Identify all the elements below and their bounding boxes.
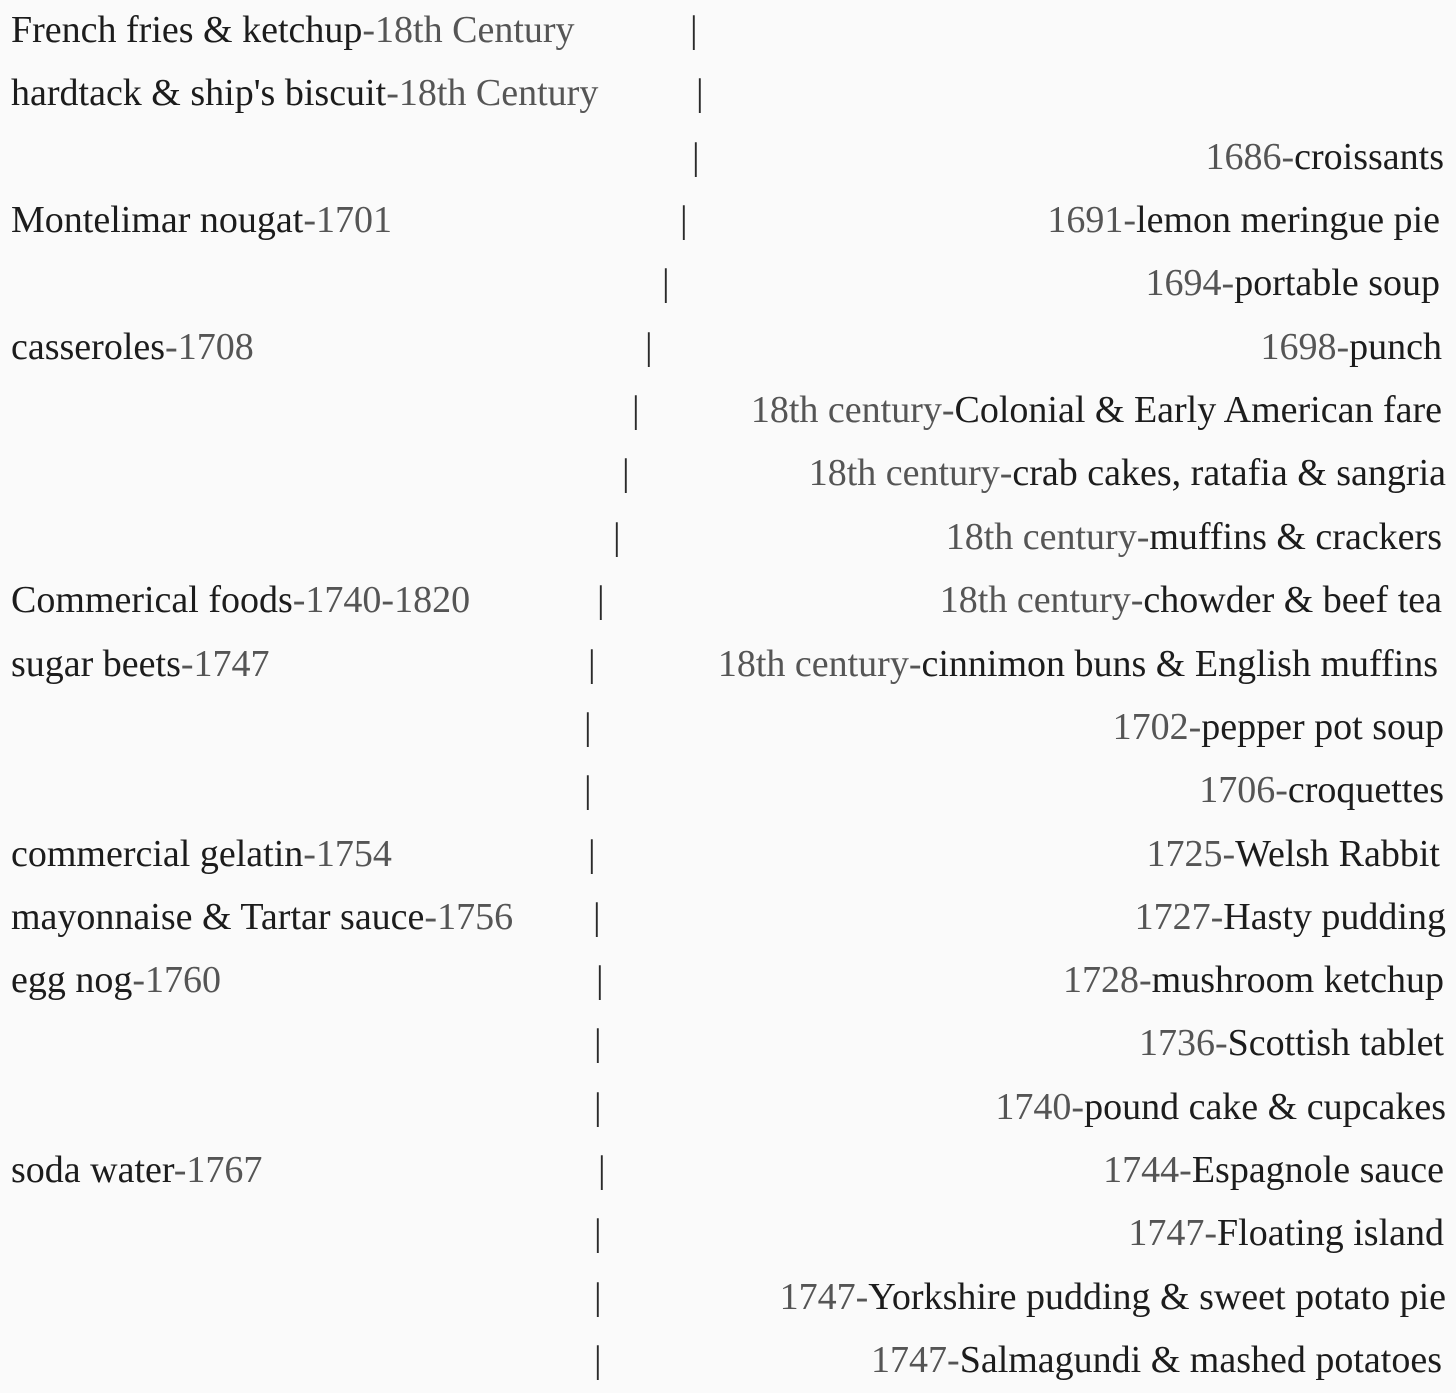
- left-entry-year: -1747: [180, 643, 270, 685]
- timeline-row: [0, 0, 1456, 60]
- right-entry-year: 1706-: [1199, 769, 1288, 811]
- right-entry-year: 18th century-: [717, 643, 922, 685]
- right-entry-year: 1691-: [1047, 199, 1137, 241]
- timeline-row: [0, 1267, 1456, 1327]
- right-entry-year: 1702-: [1112, 706, 1202, 748]
- left-entry: [11, 887, 513, 947]
- timeline-divider: |: [645, 326, 653, 368]
- right-entry-year: 1740-: [995, 1086, 1085, 1128]
- right-entry-label: Yorkshire pudding & sweet potato pie: [868, 1276, 1446, 1318]
- right-entry-year: 1736-: [1138, 1022, 1228, 1064]
- right-entry: [1063, 950, 1444, 1010]
- timeline-divider: |: [596, 959, 604, 1001]
- right-entry-label: punch: [1349, 326, 1442, 368]
- right-entry: [1128, 1203, 1444, 1263]
- timeline-divider: |: [593, 896, 601, 938]
- left-entry: [11, 1140, 262, 1200]
- right-entry: [940, 570, 1442, 630]
- left-entry-year: -1754: [303, 833, 392, 875]
- timeline-divider: |: [680, 199, 688, 241]
- right-entry-label: muffins & crackers: [1149, 516, 1442, 558]
- timeline-row: [0, 127, 1456, 187]
- timeline-divider: |: [692, 136, 700, 178]
- left-entry: [11, 317, 254, 377]
- timeline-row: [0, 443, 1456, 503]
- timeline-row: [0, 950, 1456, 1010]
- left-entry-label: sugar beets: [11, 643, 181, 685]
- right-entry-year: 1698-: [1260, 326, 1350, 368]
- right-entry: [1139, 1013, 1444, 1073]
- left-entry-year: -1740-1820: [292, 579, 471, 621]
- timeline-divider: |: [622, 452, 630, 494]
- timeline-divider: |: [598, 1149, 606, 1191]
- timeline-divider: |: [594, 1339, 602, 1381]
- left-entry-label: mayonnaise & Tartar sauce: [11, 896, 425, 938]
- right-entry: [871, 1330, 1442, 1390]
- left-entry-year: -18th Century: [386, 72, 599, 114]
- right-entry-label: mushroom ketchup: [1151, 959, 1444, 1001]
- timeline-divider: |: [662, 262, 670, 304]
- right-entry-label: croissants: [1294, 136, 1444, 178]
- timeline-divider: |: [594, 1022, 602, 1064]
- left-entry-label: hardtack & ship's biscuit: [11, 72, 387, 114]
- left-entry-label: casseroles: [11, 326, 166, 368]
- left-entry: [11, 190, 392, 250]
- right-entry-label: pepper pot soup: [1201, 706, 1444, 748]
- right-entry-label: Hasty pudding: [1223, 896, 1446, 938]
- timeline-divider: |: [588, 643, 596, 685]
- right-entry-label: Scottish tablet: [1227, 1022, 1444, 1064]
- left-entry-label: egg nog: [11, 959, 133, 1001]
- timeline-divider: |: [696, 72, 704, 114]
- left-entry-label: Commerical foods: [11, 579, 293, 621]
- right-entry: [780, 1267, 1446, 1327]
- timeline-row: [0, 1203, 1456, 1263]
- timeline-divider: |: [597, 579, 605, 621]
- left-entry: [11, 570, 470, 630]
- timeline-row: [0, 570, 1456, 630]
- timeline-row: [0, 760, 1456, 820]
- right-entry-year: 1747-: [1128, 1212, 1218, 1254]
- right-entry-label: Colonial & Early American fare: [954, 389, 1442, 431]
- right-entry: [946, 507, 1442, 567]
- left-entry-year: -18th Century: [362, 9, 575, 51]
- timeline-row: [0, 380, 1456, 440]
- right-entry: [1260, 317, 1442, 377]
- timeline-row: [0, 1330, 1456, 1390]
- right-entry-year: 1728-: [1062, 959, 1152, 1001]
- right-entry-year: 18th century-: [808, 452, 1013, 494]
- right-entry-year: 18th century-: [939, 579, 1144, 621]
- timeline-divider: |: [594, 1276, 602, 1318]
- timeline-row: [0, 1140, 1456, 1200]
- right-entry-year: 18th century-: [750, 389, 955, 431]
- left-entry: [11, 950, 221, 1010]
- timeline-row: [0, 63, 1456, 123]
- left-entry-label: Montelimar nougat: [11, 199, 304, 241]
- right-entry-year: 1747-: [871, 1339, 960, 1381]
- right-entry-label: Salmagundi & mashed potatoes: [959, 1339, 1442, 1381]
- left-entry-label: soda water: [11, 1149, 174, 1191]
- right-entry: [1047, 190, 1440, 250]
- timeline-row: [0, 697, 1456, 757]
- timeline-row: [0, 317, 1456, 377]
- left-entry-year: -1756: [424, 896, 514, 938]
- timeline-row: [0, 1077, 1456, 1137]
- right-entry: [1113, 697, 1444, 757]
- right-entry-label: cinnimon buns & English muffins: [921, 643, 1438, 685]
- right-entry-label: portable soup: [1234, 262, 1440, 304]
- timeline-divider: |: [594, 1212, 602, 1254]
- right-entry-year: 1694-: [1145, 262, 1235, 304]
- right-entry: [1103, 1140, 1444, 1200]
- timeline-divider: |: [613, 516, 621, 558]
- timeline-row: [0, 887, 1456, 947]
- right-entry-label: Floating island: [1217, 1212, 1444, 1254]
- left-entry-label: French fries & ketchup: [11, 9, 363, 51]
- right-entry-label: pound cake & cupcakes: [1084, 1086, 1446, 1128]
- right-entry-label: croquettes: [1287, 769, 1444, 811]
- timeline-row: [0, 253, 1456, 313]
- timeline-divider: |: [632, 389, 640, 431]
- right-entry-label: lemon meringue pie: [1136, 199, 1440, 241]
- timeline-row: [0, 634, 1456, 694]
- right-entry: [751, 380, 1442, 440]
- right-entry: [995, 1077, 1446, 1137]
- timeline-divider: |: [588, 833, 596, 875]
- right-entry-year: 18th century-: [945, 516, 1150, 558]
- left-entry-year: -1708: [165, 326, 254, 368]
- right-entry-year: 1686-: [1205, 136, 1295, 178]
- right-entry: [809, 443, 1446, 503]
- right-entry-year: 1747-: [779, 1276, 869, 1318]
- right-entry-label: Welsh Rabbit: [1235, 833, 1440, 875]
- right-entry-label: Espagnole sauce: [1191, 1149, 1444, 1191]
- timeline-row: [0, 190, 1456, 250]
- left-entry-label: commercial gelatin: [11, 833, 304, 875]
- timeline-divider: |: [690, 9, 698, 51]
- timeline-divider: |: [584, 769, 592, 811]
- timeline-divider: |: [584, 706, 592, 748]
- timeline-row: [0, 824, 1456, 884]
- right-entry: [1146, 253, 1440, 313]
- timeline-row: [0, 507, 1456, 567]
- right-entry: [1199, 760, 1444, 820]
- timeline-divider: |: [594, 1086, 602, 1128]
- right-entry: [1205, 127, 1444, 187]
- left-entry: [11, 824, 392, 884]
- left-entry-year: -1767: [173, 1149, 263, 1191]
- right-entry-year: 1744-: [1103, 1149, 1192, 1191]
- right-entry: [1146, 824, 1440, 884]
- timeline-row: [0, 1013, 1456, 1073]
- right-entry-label: chowder & beef tea: [1143, 579, 1442, 621]
- left-entry-year: -1760: [132, 959, 222, 1001]
- left-entry: [11, 63, 598, 123]
- right-entry-label: crab cakes, ratafia & sangria: [1012, 452, 1446, 494]
- right-entry-year: 1727-: [1134, 896, 1224, 938]
- right-entry: [1135, 887, 1446, 947]
- left-entry: [11, 634, 270, 694]
- left-entry-year: -1701: [303, 199, 392, 241]
- right-entry-year: 1725-: [1146, 833, 1236, 875]
- right-entry: [718, 634, 1438, 694]
- left-entry: [11, 0, 575, 60]
